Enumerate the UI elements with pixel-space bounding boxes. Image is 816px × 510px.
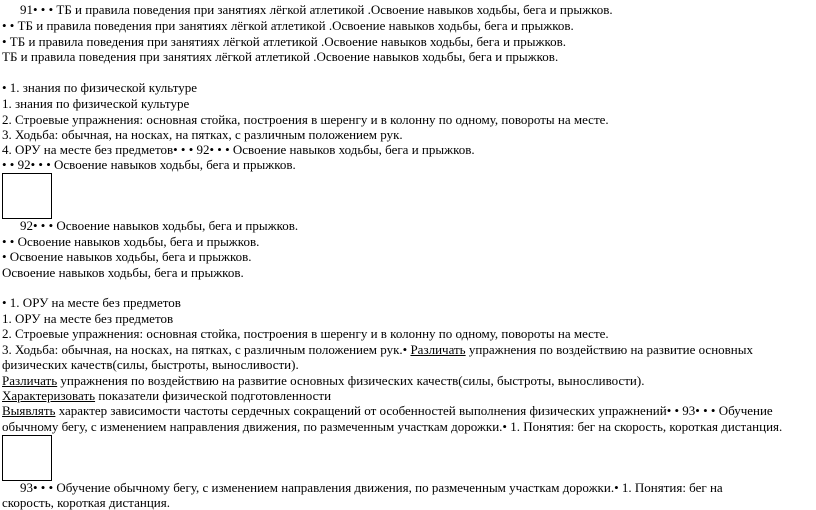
text-line-1: 91• • • ТБ и правила поведения при занятиях лёгкой атлетикой .Освоение навыков ходьбы, бега и прыжков. <box>20 2 613 17</box>
text-line-17: 2. Строевые упражнения: основная стойка, построения в шеренгу и в колонну по одному, повороты на месте. <box>2 326 609 341</box>
text-line-20-end: упражнения по воздействию на развитие основных физических качеств(силы, быстроты, выносливости). <box>57 373 645 388</box>
text-line-2: • • ТБ и правила поведения при занятиях лёгкой атлетикой .Освоение навыков ходьбы, бега и прыжков. <box>2 18 574 33</box>
distinguish-link-2: Различать <box>2 373 58 388</box>
text-line-24: 93• • • Обучение обычному бегу, с изменением направления движения, по размеченным участкам дорожки.• 1. Понятия: бег на <box>20 480 723 495</box>
text-line-18-end: упражнения по воздействию на развитие основных <box>465 342 753 357</box>
text-line-25: скорость, короткая дистанция. <box>2 495 170 510</box>
text-line-16: 1. ОРУ на месте без предметов <box>2 311 174 326</box>
text-line-22-end: характер зависимости частоты сердечных сокращений от особенностей выполнения физических упражнений• • 93• • • Обучение <box>55 403 773 418</box>
text-line-12: • • Освоение навыков ходьбы, бега и прыжков. <box>2 234 260 249</box>
text-line-6: 1. знания по физической культуре <box>2 96 190 111</box>
image-placeholder-1 <box>2 173 52 219</box>
text-line-11: 92• • • Освоение навыков ходьбы, бега и прыжков. <box>20 218 299 233</box>
text-line-21-end: показатели физической подготовленности <box>95 388 332 403</box>
text-line-15: • 1. ОРУ на месте без предметов <box>2 295 181 310</box>
text-line-10: • • 92• • • Освоение навыков ходьбы, бега и прыжков. <box>2 157 296 172</box>
text-line-21 <box>2 388 331 403</box>
text-line-8: 3. Ходьба: обычная, на носках, на пятках, с различным положением рук. <box>2 127 403 142</box>
text-line-19: физических качеств(силы, быстроты, выносливости). <box>2 357 299 372</box>
characterize-link: Характеризовать <box>2 388 96 403</box>
image-placeholder-2 <box>2 435 52 481</box>
text-line-20 <box>2 373 644 388</box>
distinguish-link-1: Различать <box>410 342 466 357</box>
text-line-18 <box>2 342 753 357</box>
text-line-22 <box>2 403 773 418</box>
identify-link: Выявлять <box>2 403 56 418</box>
text-line-14: Освоение навыков ходьбы, бега и прыжков. <box>2 265 244 280</box>
text-line-13: • Освоение навыков ходьбы, бега и прыжков. <box>2 249 252 264</box>
text-line-5: • 1. знания по физической культуре <box>2 80 198 95</box>
text-line-23: обычному бегу, с изменением направления движения, по размеченным участкам дорожки.• 1. Понятия: бег на скорость, короткая дистанция. <box>2 419 783 434</box>
text-line-3: • ТБ и правила поведения при занятиях лёгкой атлетикой .Освоение навыков ходьбы, бега и прыжков. <box>2 34 566 49</box>
text-line-9: 4. ОРУ на месте без предметов• • • 92• • • Освоение навыков ходьбы, бега и прыжков. <box>2 142 475 157</box>
text-line-4: ТБ и правила поведения при занятиях лёгкой атлетикой .Освоение навыков ходьбы, бега и прыжков. <box>2 49 559 64</box>
text-line-18-start: 3. Ходьба: обычная, на носках, на пятках, с различным положением рук.• <box>2 342 408 357</box>
text-line-7: 2. Строевые упражнения: основная стойка, построения в шеренгу и в колонну по одному, повороты на месте. <box>2 112 609 127</box>
